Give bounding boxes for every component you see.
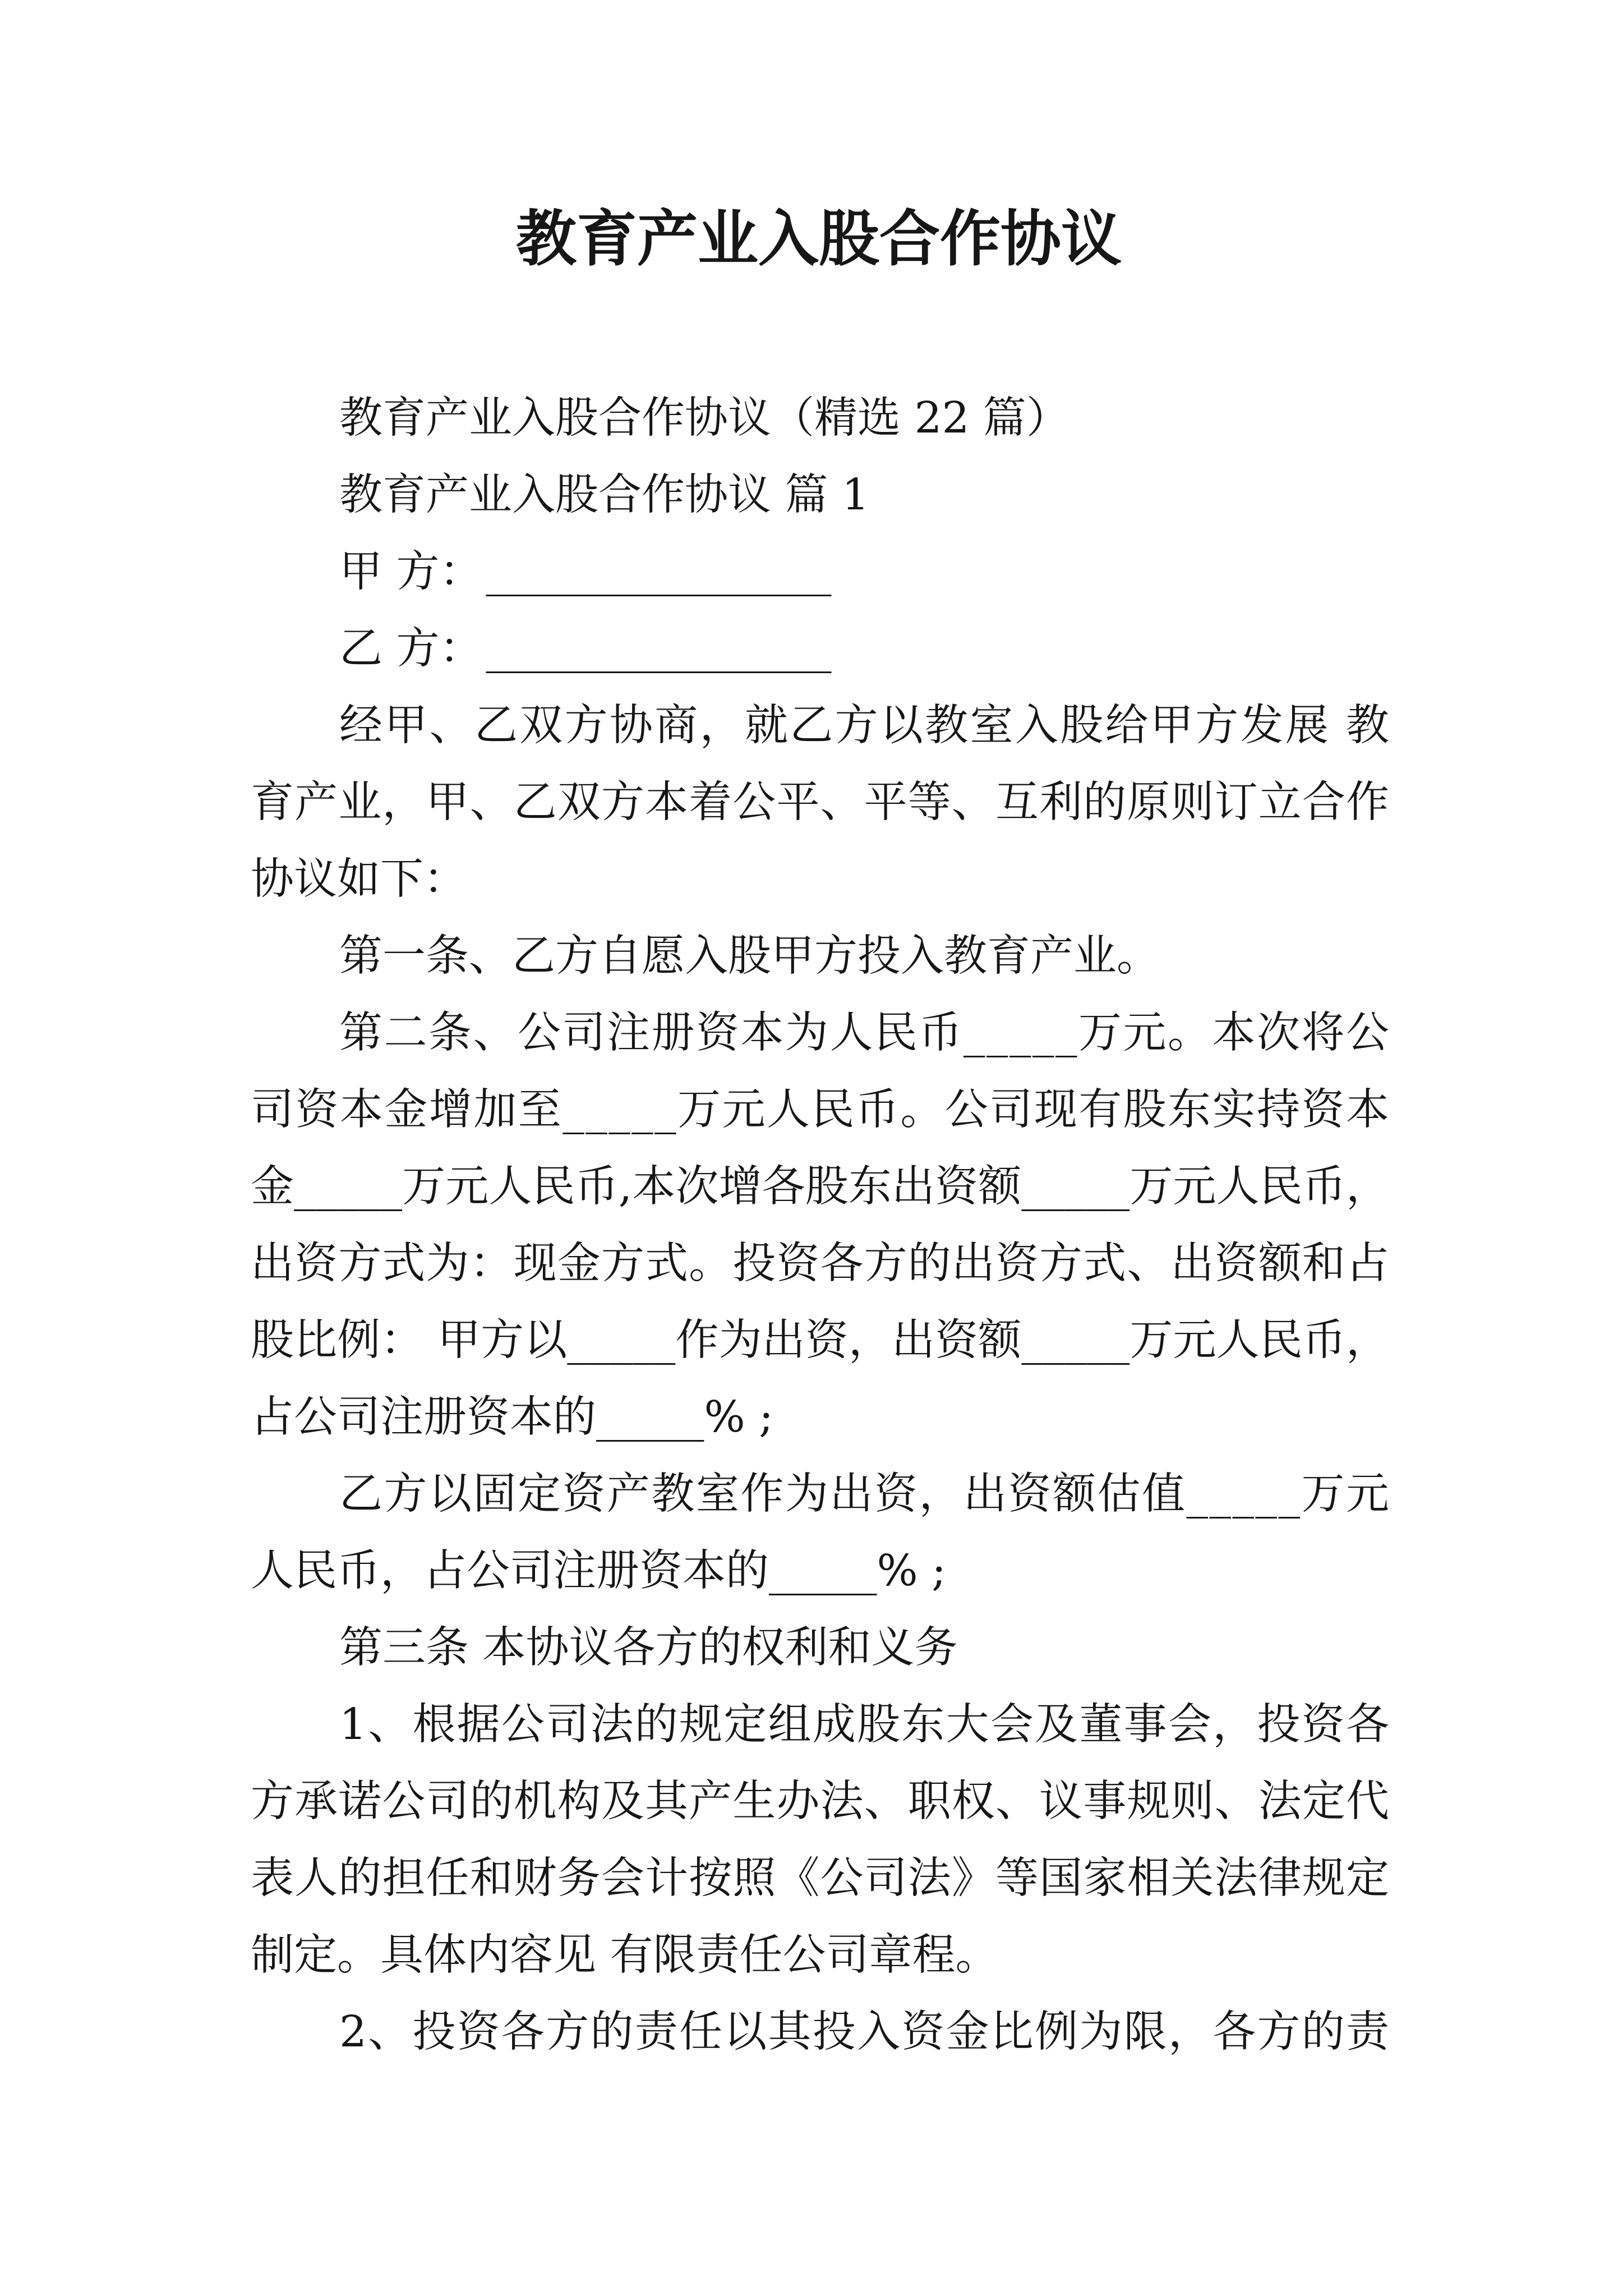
article-heading: 教育产业入股合作协议 篇 1	[339, 470, 869, 520]
paragraph-line: 司资本金增加至_____万元人民币。公司现有股东实持资本	[251, 1085, 1391, 1135]
paragraph-line: 方承诺公司的机构及其产生办法、职权、议事规则、法定代	[251, 1777, 1390, 1826]
paragraph-line: 制定。具体内容见 有限责任公司章程。	[251, 1930, 999, 1980]
paragraph-line: 占公司注册资本的_____% ;	[251, 1392, 774, 1442]
paragraph-line: 人民币，占公司注册资本的_____% ;	[251, 1546, 947, 1596]
paragraph-line: 出资方式为：现金方式。投资各方的出资方式、出资额和占	[251, 1239, 1390, 1289]
paragraph-article-3-item-2	[251, 1994, 1389, 2070]
paragraph-article-1	[251, 918, 1389, 995]
paragraph-line: 股比例： 甲方以_____作为出资，出资额_____万元人民币，	[251, 1315, 1390, 1365]
party-b-line	[251, 610, 1389, 687]
paragraph-preamble	[251, 687, 1389, 918]
paragraph-line: 协议如下：	[251, 854, 467, 904]
document-title: 教育产业入股合作协议	[515, 204, 1122, 274]
party-a-line	[251, 533, 1389, 610]
document-body	[251, 380, 1389, 2070]
collection-heading: 教育产业入股合作协议（精选 22 篇）	[339, 393, 1069, 443]
paragraph-line: 表人的担任和财务会计按照《公司法》等国家相关法律规定	[251, 1853, 1390, 1903]
paragraph-line: 乙方以固定资产教室作为出资，出资额估值_____万元	[339, 1469, 1391, 1519]
party-a-label: 甲 方：	[339, 547, 483, 597]
paragraph-article-2	[251, 995, 1389, 1456]
paragraph-line: 1、根据公司法的规定组成股东大会及董事会，投资各	[339, 1700, 1391, 1750]
party-b-label: 乙 方：	[339, 624, 483, 674]
paragraph-line: 金_____万元人民币,本次增各股东出资额_____万元人民币，	[251, 1162, 1390, 1212]
paragraph-article-2-party-b	[251, 1456, 1389, 1609]
paragraph-line: 育产业，甲、乙双方本着公平、平等、互利的原则订立合作	[251, 777, 1390, 827]
paragraph-article-3-item-1	[251, 1686, 1389, 1994]
article-3-heading: 第三条 本协议各方的权利和义务	[339, 1623, 958, 1673]
party-a-blank-field: ________________	[486, 547, 832, 597]
paragraph-line: 第一条、乙方自愿入股甲方投入教育产业。	[339, 931, 1160, 981]
paragraph-line: 第二条、公司注册资本为人民币_____万元。本次将公	[339, 1008, 1391, 1058]
party-b-blank-field: ________________	[486, 624, 832, 674]
paragraph-line: 2、投资各方的责任以其投入资金比例为限，各方的责	[339, 2007, 1391, 2057]
paragraph-line: 经甲、乙双方协商，就乙方以教室入股给甲方发展 教	[339, 701, 1391, 751]
